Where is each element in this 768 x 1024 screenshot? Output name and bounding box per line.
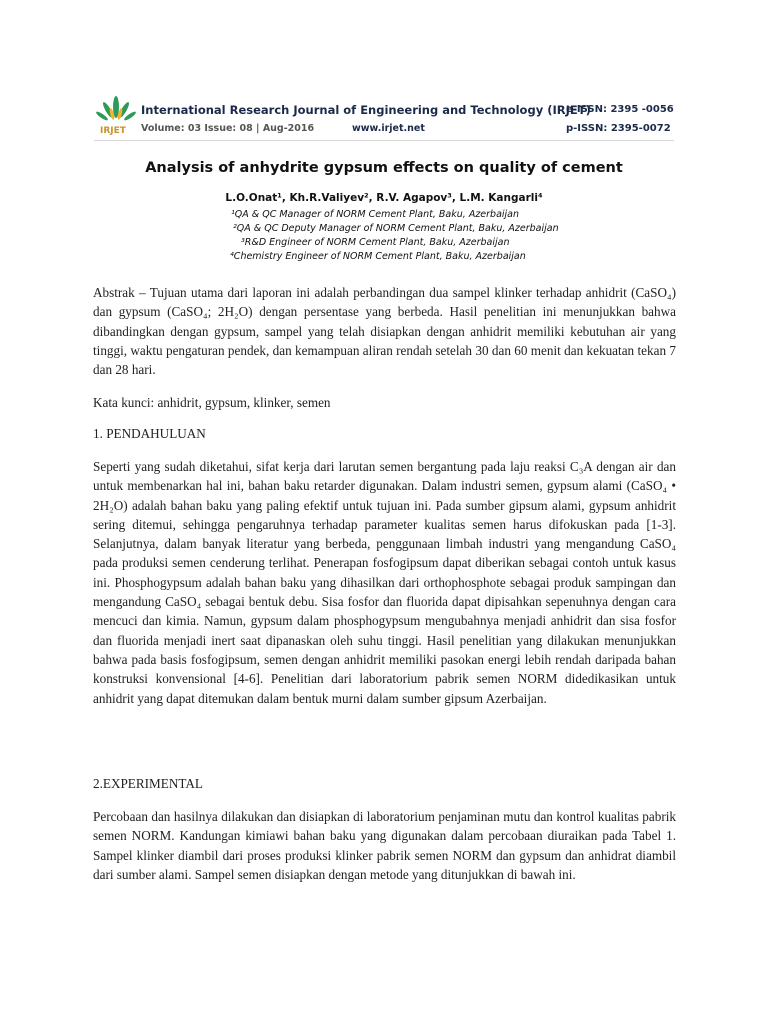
abstract: Abstrak – Tujuan utama dari laporan ini adalah perbandingan dua sampel klinker terhadap anhidrit (CaSO₄) dan gypsum (CaSO₄; 2H₂O) dengan persentase yang berbeda. Hasil penelitian ini menunjukkan bahwa dibandingkan dengan gypsum, sampel yang telah disiapkan dengan anhidrit memiliki kebutuhan air yang tinggi, waktu pengaturan pendek, dan kemampuan aliran rendah setelah 30 dan 60 menit dan kekuatan tekan 7 dan 28 hari. bbox=[93, 285, 676, 378]
section-1-text: Seperti yang sudah diketahui, sifat kerja dari larutan semen bergantung pada laju reaksi C₃A dengan air dan untuk membenarkan hal ini, bahan baku retarder digunakan. Dalam industri semen, gypsum alami (CaSO₄ • 2H₂O) adalah bahan baku yang paling efektif untuk tujuan ini. Pada sumber gipsum alami, gypsum anhidrit sering ditemui, sehingga pengaruhnya terhadap parameter kualitas semen harus difokuskan pada [1-3]. Selanjutnya, dalam banyak literatur yang berbeda, penggunaan limbah industri yang mengandung CaSO₄ pada produksi semen cenderung terlihat. Penerapan fosfogipsum dapat diberikan sebagai contoh untuk kasus ini. Phosphogypsum adalah bahan baku yang dihasilkan dari orthophosphote sebagai produk sampingan dan mengandung CaSO₄ sebagai bentuk debu. Sisa fosfor dan fluorida dapat dipisahkan sepenuhnya dengan cara mencuci dan kimia. Namun, gypsum dalam phosphogypsum mengubahnya menjadi anhidrit dan sisa fosfor dan fluorida menjadi inert saat dipanaskan oleh suhu tinggi. Hasil penelitian yang dilakukan menunjukkan bahwa pada basis fosfogipsum, semen dengan anhidrit memiliki pasokan energi lebih rendah daripada bahan konstruksi konvensional [4-6]. Penelitian dari laboratorium pabrik semen NORM didedikasikan untuk anhidrit yang dapat ditemukan dalam bentuk murni dalam sumber gipsum Azerbaijan. bbox=[93, 459, 676, 706]
p-issn: p-ISSN: 2395-0072 bbox=[566, 123, 671, 134]
paper-authors: L.O.Onat¹, Kh.R.Valiyev², R.V. Agapov³, L.M. Kangarli⁴ bbox=[225, 192, 543, 204]
section-2-text: Percobaan dan hasilnya dilakukan dan disiapkan di laboratorium penjaminan mutu dan kontrol kualitas pabrik semen NORM. Kandungan kimiawi bahan baku yang digunakan dalam percobaan diuraikan pada Tabel 1. Sampel klinker diambil dari proses produksi klinker pabrik semen NORM dan gypsum dan anhidrat diambil dari sumber alami. Sampel semen disiapkan dengan metode yang ditunjukkan di bawah ini. bbox=[93, 809, 676, 882]
affiliation-2: ²QA & QC Deputy Manager of NORM Cement Plant, Baku, Azerbaijan bbox=[233, 223, 559, 234]
paper-title: Analysis of anhydrite gypsum effects on quality of cement bbox=[145, 160, 623, 176]
affiliation-4: ⁴Chemistry Engineer of NORM Cement Plant, Baku, Azerbaijan bbox=[230, 251, 526, 262]
journal-website: www.irjet.net bbox=[352, 123, 425, 134]
affiliation-1: ¹QA & QC Manager of NORM Cement Plant, Baku, Azerbaijan bbox=[231, 209, 520, 220]
journal-title: International Research Journal of Engineering and Technology (IRJET) bbox=[141, 103, 591, 117]
irjet-logo bbox=[96, 95, 136, 137]
header-divider bbox=[94, 140, 674, 141]
e-issn: e-ISSN: 2395 -0056 bbox=[566, 104, 674, 115]
section-1-heading: 1. PENDAHULUAN bbox=[93, 426, 206, 441]
keywords: Kata kunci: anhidrit, gypsum, klinker, semen bbox=[93, 395, 331, 410]
section-2-heading: 2.EXPERIMENTAL bbox=[93, 776, 203, 791]
affiliation-3: ³R&D Engineer of NORM Cement Plant, Baku, Azerbaijan bbox=[241, 237, 510, 248]
logo-text: IRJET bbox=[100, 126, 126, 136]
volume-issue: Volume: 03 Issue: 08 | Aug-2016 bbox=[141, 123, 315, 134]
